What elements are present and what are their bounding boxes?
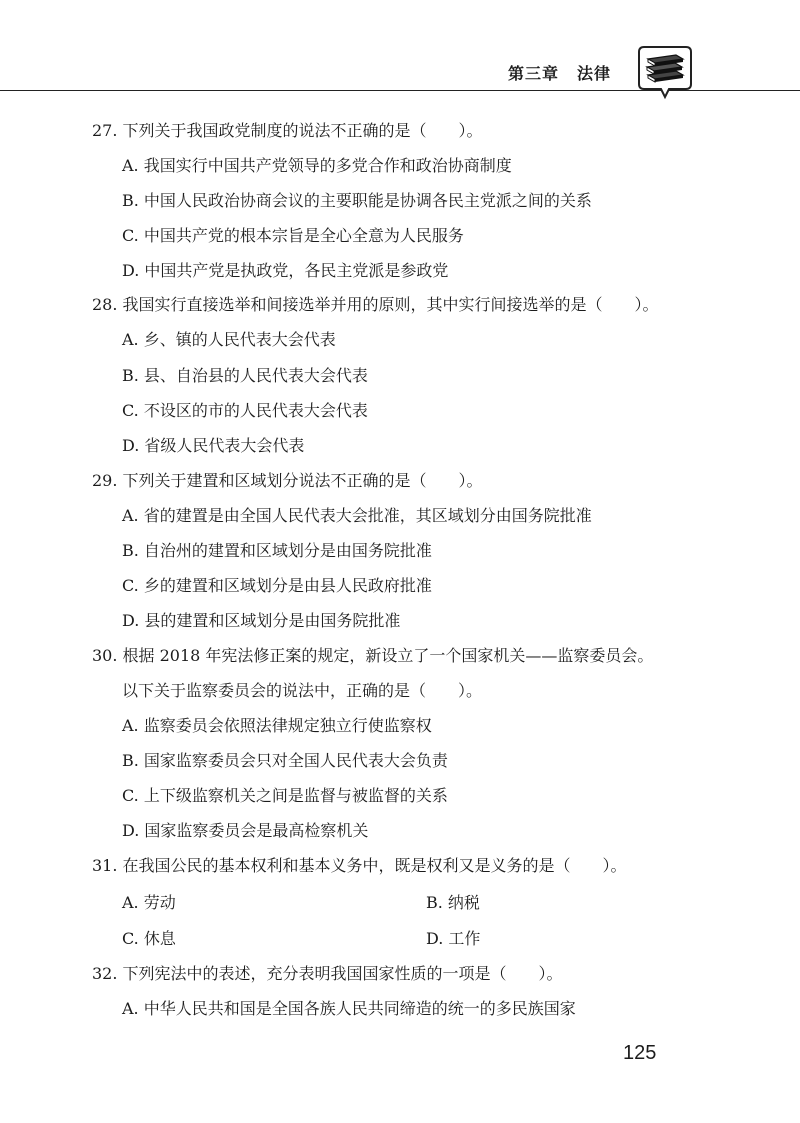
- question-30-option-b: B. 国家监察委员会只对全国人民代表大会负责: [122, 751, 448, 770]
- question-30-stem: 30. 根据 2018 年宪法修正案的规定，新设立了一个国家机关——监察委员会。: [92, 646, 654, 665]
- question-28-option-b: B. 县、自治县的人民代表大会代表: [122, 366, 368, 385]
- question-29-option-a: A. 省的建置是由全国人民代表大会批准，其区域划分由国务院批准: [122, 506, 592, 525]
- book-stack-icon: [636, 44, 694, 100]
- question-30-option-d: D. 国家监察委员会是最高检察机关: [122, 821, 369, 840]
- question-31-option-c: C. 休息: [122, 929, 176, 948]
- question-29-option-d: D. 县的建置和区域划分是由国务院批准: [122, 611, 401, 630]
- question-32-option-a: A. 中华人民共和国是全国各族人民共同缔造的统一的多民族国家: [122, 999, 576, 1018]
- question-27-option-d: D. 中国共产党是执政党，各民主党派是参政党: [122, 261, 449, 280]
- question-31-option-d: D. 工作: [426, 929, 481, 948]
- question-29-option-c: C. 乡的建置和区域划分是由县人民政府批准: [122, 576, 432, 595]
- question-28-option-d: D. 省级人民代表大会代表: [122, 436, 305, 455]
- question-32-stem: 32. 下列宪法中的表述，充分表明我国国家性质的一项是（ ）。: [92, 964, 563, 983]
- chapter-number: 第三章: [508, 64, 560, 83]
- chapter-title: 法律: [577, 64, 612, 83]
- question-29-stem: 29. 下列关于建置和区域划分说法不正确的是（ ）。: [92, 471, 483, 490]
- question-30-option-c: C. 上下级监察机关之间是监督与被监督的关系: [122, 786, 448, 805]
- question-31-option-a: A. 劳动: [122, 893, 176, 912]
- question-30-option-a: A. 监察委员会依照法律规定独立行使监察权: [122, 716, 432, 735]
- question-27-option-a: A. 我国实行中国共产党领导的多党合作和政治协商制度: [122, 156, 512, 175]
- chapter-header: [508, 61, 611, 84]
- question-28-option-c: C. 不设区的市的人民代表大会代表: [122, 401, 368, 420]
- question-27-option-b: B. 中国人民政治协商会议的主要职能是协调各民主党派之间的关系: [122, 191, 592, 210]
- question-31-option-b: B. 纳税: [426, 893, 480, 912]
- question-29-option-b: B. 自治州的建置和区域划分是由国务院批准: [122, 541, 432, 560]
- question-27-stem: 27. 下列关于我国政党制度的说法不正确的是（ ）。: [92, 121, 483, 140]
- question-30-stem-continued: 以下关于监察委员会的说法中，正确的是（ ）。: [122, 681, 483, 700]
- question-28-stem: 28. 我国实行直接选举和间接选举并用的原则，其中实行间接选举的是（ ）。: [92, 295, 659, 314]
- question-31-stem: 31. 在我国公民的基本权利和基本义务中，既是权利又是义务的是（ ）。: [92, 856, 627, 875]
- question-28-option-a: A. 乡、镇的人民代表大会代表: [122, 330, 336, 349]
- question-27-option-c: C. 中国共产党的根本宗旨是全心全意为人民服务: [122, 226, 464, 245]
- page-number: 125: [623, 1042, 657, 1064]
